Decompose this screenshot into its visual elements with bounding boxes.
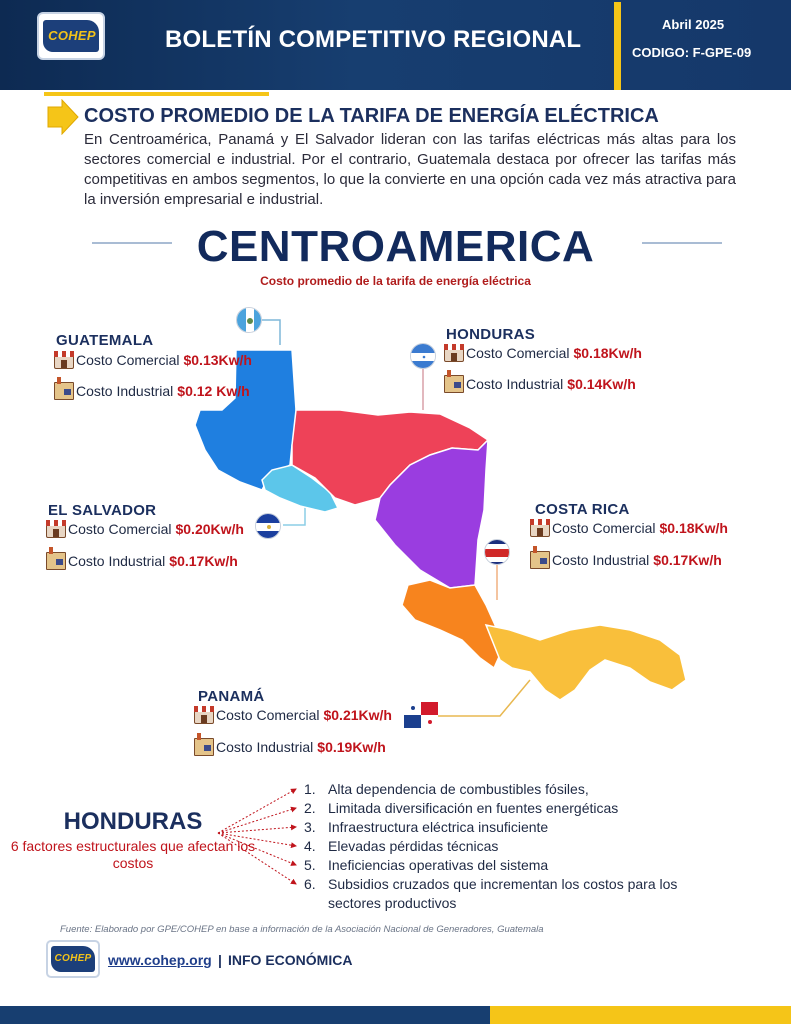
section-title: COSTO PROMEDIO DE LA TARIFA DE ENERGÍA ELÉCTRICA <box>84 105 659 127</box>
commercial-label: Costo Comercial <box>68 521 172 537</box>
list-item <box>304 837 728 856</box>
list-item <box>304 875 728 913</box>
item-number: 2. <box>304 800 316 816</box>
factor-arrow-1 <box>218 789 296 833</box>
item-text: Alta dependencia de combustibles fósiles, <box>328 781 589 797</box>
section-body: En Centroamérica, Panamá y El Salvador lideran con las tarifas eléctricas más altas para los sectores comercial e industrial. Por el contrario, Guatemala destaca por ofrecer las tarifas más competitivas en ambos segmentos, lo que la convierte en una opción cada vez más atractiva para la inversión empresarial e industrial. <box>84 131 736 208</box>
item-number: 3. <box>304 819 316 835</box>
item-text: Subsidios cruzados que incrementan los costos para los sectores productivos <box>328 876 678 911</box>
factors-list <box>304 780 728 913</box>
commercial-value: $0.18Kw/h <box>573 345 642 361</box>
country-name: PANAMÁ <box>198 688 265 705</box>
factor-arrow-3 <box>218 827 296 833</box>
industrial-value: $0.17Kw/h <box>653 552 722 568</box>
website-link[interactable]: www.cohep.org <box>108 952 212 968</box>
item-number: 4. <box>304 838 316 854</box>
factor-arrow-2 <box>218 808 296 833</box>
country-name: EL SALVADOR <box>48 502 157 519</box>
bulletin-title: BOLETÍN COMPETITIVO REGIONAL <box>165 26 582 53</box>
factor-arrow-5 <box>218 833 296 865</box>
item-number: 1. <box>304 781 316 797</box>
industrial-value: $0.19Kw/h <box>317 739 386 755</box>
commercial-value: $0.20Kw/h <box>175 521 244 537</box>
item-text: Limitada diversificación en fuentes energéticas <box>328 800 619 816</box>
item-text: Elevadas pérdidas técnicas <box>328 838 499 854</box>
footer-separator: | <box>218 952 222 968</box>
footer-bar-navy <box>0 1006 490 1024</box>
commercial-label: Costo Comercial <box>76 352 180 368</box>
item-number: 6. <box>304 876 316 892</box>
industrial-label: Costo Industrial <box>216 739 314 755</box>
item-text: Infraestructura eléctrica insuficiente <box>328 819 549 835</box>
factor-arrow-4 <box>218 833 296 846</box>
list-item <box>304 818 728 837</box>
industrial-value: $0.12 Kw/h <box>177 383 250 399</box>
map-title: CENTROAMERICA <box>196 222 595 271</box>
industrial-label: Costo Industrial <box>76 383 174 399</box>
footer-info-label: INFO ECONÓMICA <box>228 952 353 968</box>
logo-text: COHEP <box>48 28 96 43</box>
industrial-value: $0.17Kw/h <box>169 553 238 569</box>
commercial-value: $0.13Kw/h <box>183 352 252 368</box>
commercial-label: Costo Comercial <box>466 345 570 361</box>
industrial-label: Costo Industrial <box>466 376 564 392</box>
factor-arrow-6 <box>218 833 296 884</box>
commercial-value: $0.18Kw/h <box>659 520 728 536</box>
list-item <box>304 780 728 799</box>
commercial-label: Costo Comercial <box>216 707 320 723</box>
industrial-label: Costo Industrial <box>552 552 650 568</box>
list-item <box>304 856 728 875</box>
source-note: Fuente: Elaborado por GPE/COHEP en base a información de la Asociación Nacional de Generadores, Guatemala <box>60 924 544 935</box>
list-item <box>304 799 728 818</box>
footer-logo[interactable] <box>46 940 100 978</box>
bulletin-code: CODIGO: F-GPE-09 <box>632 45 752 60</box>
country-name: HONDURAS <box>446 326 536 343</box>
factors-subtitle: 6 factores estructurales que afectan los costos <box>10 838 256 871</box>
industrial-value: $0.14Kw/h <box>567 376 636 392</box>
commercial-label: Costo Comercial <box>552 520 656 536</box>
map-subtitle: Costo promedio de la tarifa de energía eléctrica <box>260 274 531 288</box>
industrial-label: Costo Industrial <box>68 553 166 569</box>
bulletin-date: Abril 2025 <box>662 17 725 32</box>
country-name: COSTA RICA <box>535 501 630 518</box>
commercial-value: $0.21Kw/h <box>323 707 392 723</box>
factors-title: HONDURAS <box>63 808 203 835</box>
item-number: 5. <box>304 857 316 873</box>
item-text: Ineficiencias operativas del sistema <box>328 857 549 873</box>
footer-bar-yellow <box>490 1006 791 1024</box>
logo-text: COHEP <box>54 953 92 964</box>
country-name: GUATEMALA <box>56 332 154 349</box>
